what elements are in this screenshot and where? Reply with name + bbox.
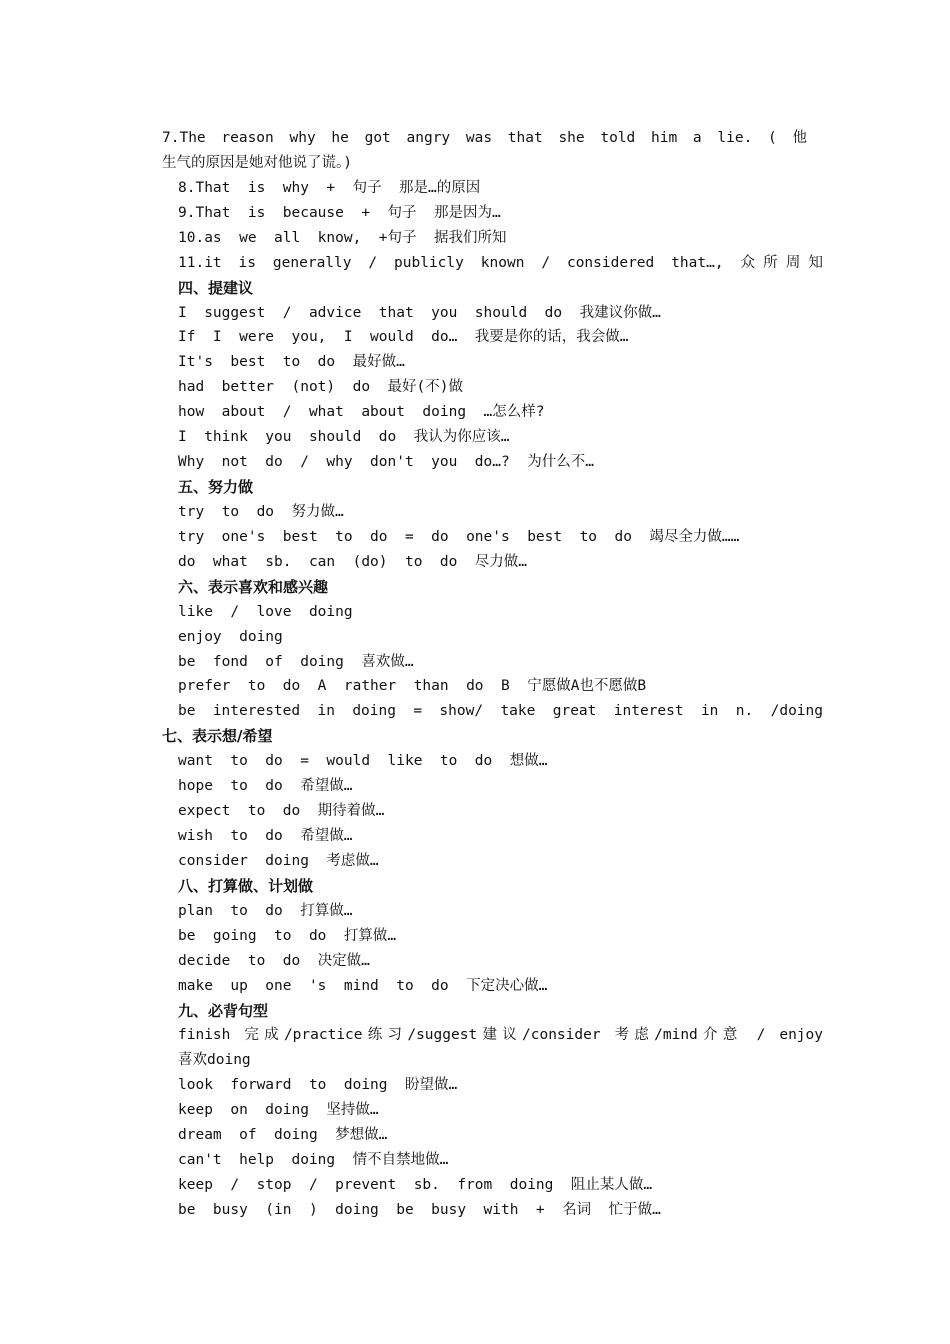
text-line: consider doing 考虑做… [178, 853, 379, 869]
text-line: want to do = would like to do 想做… [178, 753, 548, 769]
section-heading: 四、提建议 [178, 279, 254, 297]
text-line: expect to do 期待着做… [178, 803, 385, 819]
text-line: make up one 's mind to do 下定决心做… [178, 978, 548, 994]
text-line: 7.The reason why he got angry was that she told him a lie. ( 他 [162, 130, 807, 146]
text-line: plan to do 打算做… [178, 903, 353, 919]
text-line: 生气的原因是她对他说了谎。) [162, 155, 352, 171]
text-line: look forward to doing 盼望做… [178, 1077, 458, 1093]
text-line: 喜欢doing [178, 1052, 251, 1068]
text-line: prefer to do A rather than do B 宁愿做A也不愿做B [178, 678, 647, 694]
text-line: wish to do 希望做… [178, 828, 353, 844]
text-line: like / love doing [178, 604, 353, 620]
text-line: 9.That is because + 句子 那是因为… [178, 205, 501, 221]
section-heading: 五、努力做 [178, 478, 254, 496]
section-heading: 八、打算做、计划做 [178, 877, 314, 895]
text-line: had better (not) do 最好(不)做 [178, 379, 463, 395]
text-line: do what sb. can (do) to do 尽力做… [178, 554, 528, 570]
text-line: Why not do / why don't you do…? 为什么不… [178, 454, 594, 470]
text-line: It's best to do 最好做… [178, 354, 405, 370]
section-heading: 七、表示想/希望 [162, 727, 273, 745]
text-line: 8.That is why + 句子 那是…的原因 [178, 180, 481, 196]
text-line: I think you should do 我认为你应该… [178, 429, 510, 445]
text-line: keep on doing 坚持做… [178, 1102, 379, 1118]
text-line: If I were you, I would do… 我要是你的话，我会做… [178, 329, 629, 345]
text-line: be fond of doing 喜欢做… [178, 654, 414, 670]
text-line: how about / what about doing …怎么样? [178, 404, 545, 420]
text-line: decide to do 决定做… [178, 953, 370, 969]
text-line: be going to do 打算做… [178, 928, 397, 944]
text-line: be interested in doing = show/ take great interest in n. /doing [178, 703, 823, 719]
text-line: enjoy doing [178, 629, 283, 645]
text-line: try to do 努力做… [178, 504, 344, 520]
text-line: keep / stop / prevent sb. from doing 阻止某人做… [178, 1177, 653, 1193]
text-line: be busy (in ) doing be busy with + 名词 忙于做… [178, 1202, 661, 1218]
text-line: 10.as we all know, +句子 据我们所知 [178, 230, 507, 246]
text-line: hope to do 希望做… [178, 778, 353, 794]
text-line: try one's best to do = do one's best to do 竭尽全力做…… [178, 529, 740, 545]
text-line: I suggest / advice that you should do 我建议你做… [178, 305, 661, 321]
text-line: dream of doing 梦想做… [178, 1127, 388, 1143]
section-heading: 九、必背句型 [178, 1002, 269, 1020]
text-line: finish 完成/practice练习/suggest建议/consider 考虑/mind介意 / enjoy [178, 1027, 823, 1043]
section-heading: 六、表示喜欢和感兴趣 [178, 578, 329, 596]
text-line: can't help doing 情不自禁地做… [178, 1152, 449, 1168]
text-line: 11.it is generally / publicly known / considered that…, 众所周知 [178, 255, 823, 271]
